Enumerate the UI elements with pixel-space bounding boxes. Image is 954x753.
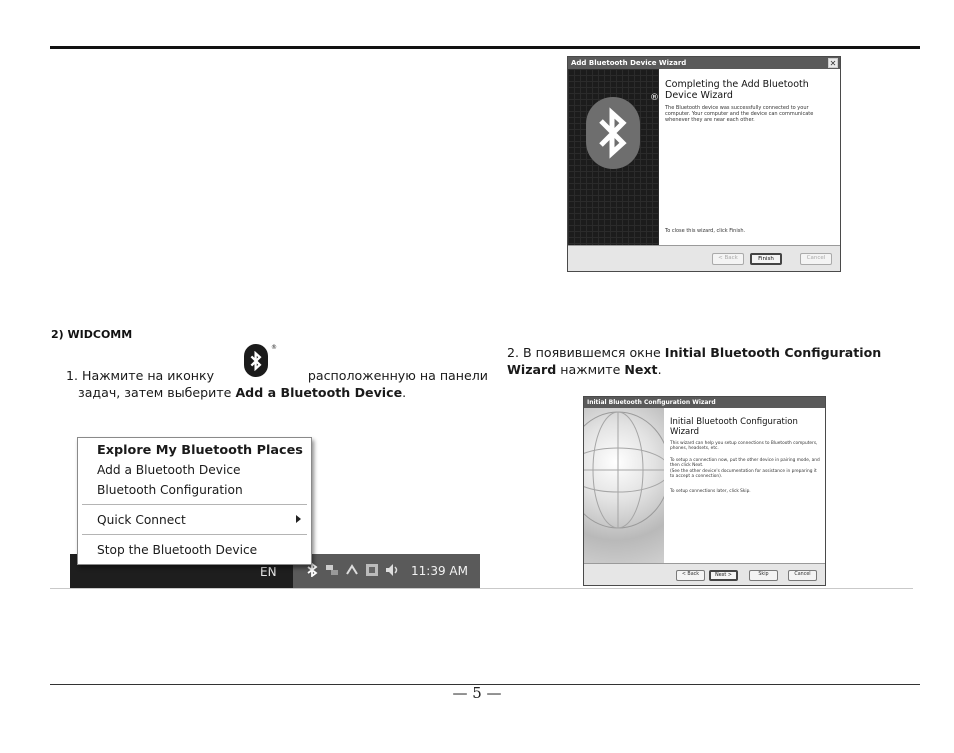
step2-prefix: 2. В появившемся окне [507, 345, 665, 360]
wizard1-side-banner [568, 69, 659, 245]
step2-next: Next [624, 362, 658, 377]
network-icon[interactable] [325, 563, 339, 577]
cancel-button[interactable]: Cancel [800, 253, 832, 265]
wizard2-title: Initial Bluetooth Configuration Wizard [584, 397, 825, 408]
system-tray [293, 554, 480, 588]
next-button[interactable]: Next > [709, 570, 738, 581]
finish-button[interactable]: Finish [750, 253, 782, 265]
menu-separator [82, 534, 307, 535]
add-bluetooth-device-wizard-screenshot [567, 56, 841, 272]
globe-icon [584, 408, 664, 563]
bluetooth-context-menu [77, 437, 312, 565]
volume-icon[interactable] [385, 563, 399, 577]
step1-instruction [66, 367, 488, 401]
menu-item-configuration[interactable]: Bluetooth Configuration [97, 483, 243, 497]
clock[interactable]: 11:39 AM [411, 564, 468, 578]
menu-item-stop-device[interactable]: Stop the Bluetooth Device [97, 543, 258, 557]
step1-line2-suffix: . [402, 385, 407, 400]
language-indicator[interactable]: EN [260, 565, 277, 579]
section-divider [50, 588, 913, 589]
wizard2-paragraph: To setup connections later, click Skip. [670, 489, 751, 494]
wizard2-heading: Initial Bluetooth Configuration Wizard [670, 417, 798, 437]
wizard2-paragraph: (See the other device's documentation for assistance in preparing it to accept a connection). [670, 469, 817, 480]
bluetooth-logo-icon [586, 97, 640, 169]
skip-button[interactable]: Skip [749, 570, 778, 581]
section-title: 2) WIDCOMM [51, 328, 133, 341]
wizard2-paragraph: This wizard can help you setup connections to Bluetooth computers, phones, headsets, etc. [670, 441, 818, 452]
step2-instruction [507, 344, 927, 378]
menu-separator [82, 504, 307, 505]
registered-mark: ® [650, 93, 659, 103]
wizard2-footer-divider [584, 563, 826, 564]
bluetooth-icon[interactable] [305, 563, 319, 577]
submenu-arrow-icon [296, 515, 301, 523]
wizard1-heading: Completing the Add Bluetooth Device Wizard [665, 79, 809, 101]
menu-item-explore[interactable]: Explore My Bluetooth Places [97, 443, 303, 458]
display-icon[interactable] [365, 563, 379, 577]
wizard1-title: Add Bluetooth Device Wizard [568, 57, 840, 69]
wizard1-closing-text: To close this wizard, click Finish. [665, 228, 746, 234]
step1-part2: расположенную на панели [307, 368, 488, 383]
wizard1-content [659, 69, 841, 245]
step1-line2-prefix: задач, затем выберите [78, 385, 236, 400]
close-icon[interactable]: ✕ [829, 59, 837, 68]
step2-wizard-name: Initial Bluetooth Configuration Wizard [507, 345, 882, 377]
wizard1-body: The Bluetooth device was successfully connected to your computer. Your computer and the device can communicate whenever they are near each other. [665, 105, 814, 123]
back-button[interactable]: < Back [712, 253, 744, 265]
page-number: — 5 — [452, 684, 502, 702]
step2-suffix: . [657, 362, 662, 377]
menu-item-add-device[interactable]: Add a Bluetooth Device [97, 463, 241, 477]
connection-icon[interactable] [345, 563, 359, 577]
back-button[interactable]: < Back [676, 570, 705, 581]
wizard2-paragraph: To setup a connection now, put the other device in pairing mode, and then click Next. [670, 458, 820, 469]
step2-middle: нажмите [556, 362, 625, 377]
cancel-button[interactable]: Cancel [788, 570, 817, 581]
registered-mark: ® [271, 344, 277, 351]
step1-part1: 1. Нажмите на иконку [66, 368, 215, 383]
initial-bluetooth-configuration-wizard-screenshot [583, 396, 826, 586]
wizard1-footer-divider [568, 245, 841, 246]
menu-item-quick-connect[interactable]: Quick Connect [97, 513, 186, 527]
step1-line2-bold: Add a Bluetooth Device [235, 385, 403, 400]
top-rule [50, 46, 920, 49]
globe-banner [584, 408, 664, 563]
wizard2-content [664, 408, 826, 563]
